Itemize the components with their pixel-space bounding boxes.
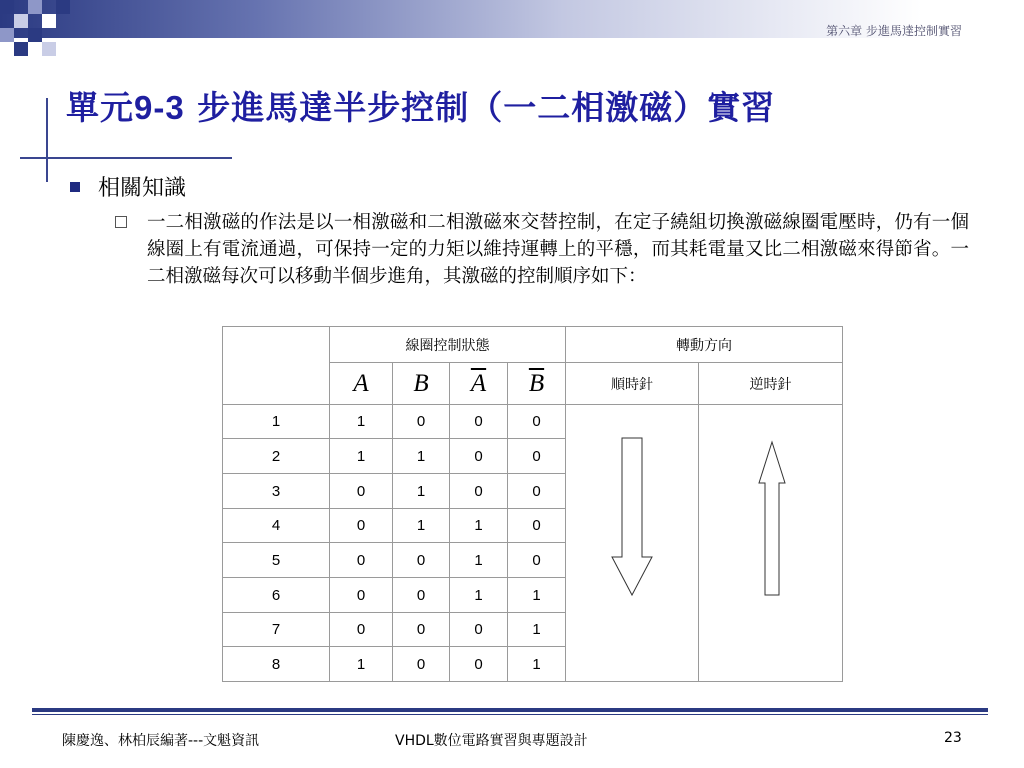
title-rest: 步進馬達半步控制（一二相激磁）實習: [184, 88, 776, 127]
footer-rule-thin: [32, 714, 988, 715]
var-header-a-bar: $\overline{A}$: [450, 363, 508, 405]
cw-header: 順時針: [566, 363, 699, 405]
table-cell: 1: [393, 439, 450, 474]
table-cell: 0: [393, 647, 450, 682]
deco-square: [14, 42, 28, 56]
table-cell: 0: [450, 439, 508, 474]
down-arrow-icon: [566, 405, 698, 677]
table-cell: 1: [450, 543, 508, 578]
deco-square: [42, 42, 56, 56]
bullet-level1-text: 相關知識: [98, 176, 187, 201]
table-cell: 0: [508, 509, 566, 543]
title-horizontal-rule: [20, 157, 232, 159]
deco-square: [28, 0, 42, 14]
ccw-header: 逆時針: [699, 363, 843, 405]
slide-title: [66, 82, 775, 129]
table-cell: 0: [330, 613, 393, 647]
table-cell: 1: [330, 439, 393, 474]
table-cell: 0: [450, 613, 508, 647]
table-cell: 7: [223, 613, 330, 647]
square-bullet-icon: [70, 182, 80, 192]
page-number: 23: [944, 730, 962, 746]
table-cell: 0: [393, 405, 450, 439]
table-cell: 0: [393, 578, 450, 613]
title-vertical-rule: [46, 98, 48, 182]
hollow-square-bullet-icon: [115, 216, 127, 228]
var-header-a: A: [330, 363, 393, 405]
table-cell: 5: [223, 543, 330, 578]
table-cell: 2: [223, 439, 330, 474]
title-number: 9-3: [134, 89, 185, 126]
table-cell: 1: [223, 405, 330, 439]
table-cell: 0: [508, 474, 566, 509]
cw-arrow-cell: [566, 405, 699, 682]
table-cell: 0: [330, 509, 393, 543]
deco-square: [42, 14, 56, 28]
table-cell: 1: [393, 509, 450, 543]
table-cell: 1: [508, 578, 566, 613]
table-cell: 0: [393, 613, 450, 647]
deco-square: [56, 0, 70, 14]
table-cell: 6: [223, 578, 330, 613]
section-header: 第六章 步進馬達控制實習: [826, 24, 962, 38]
table-cell: 1: [330, 405, 393, 439]
table-cell: 1: [508, 647, 566, 682]
table-cell: 1: [508, 613, 566, 647]
table-cell: 0: [450, 405, 508, 439]
up-arrow-icon: [699, 405, 842, 677]
table-cell: 0: [330, 474, 393, 509]
deco-square: [28, 28, 42, 42]
table-cell: 1: [450, 509, 508, 543]
empty-corner-cell: [223, 327, 330, 405]
direction-header: 轉動方向: [566, 327, 843, 363]
table-cell: 0: [393, 543, 450, 578]
footer-book-title: VHDL數位電路實習與專題設計: [395, 733, 588, 749]
table-cell: 8: [223, 647, 330, 682]
title-prefix: 單元: [66, 88, 134, 127]
table-cell: 0: [508, 543, 566, 578]
bullet-level2-text: 一二相激磁的作法是以一相激磁和二相激磁來交替控制，在定子繞組切換激磁線圈電壓時，仍有一個線圈上有電流通過，可保持一定的力矩以維持運轉上的平穩，而其耗電量又比二相激磁來得節省。一二相激磁每次可以移動半個步進角，其激磁的控制順序如下：: [147, 212, 969, 287]
excitation-table: [222, 326, 843, 682]
table-cell: 0: [508, 405, 566, 439]
deco-square: [0, 0, 14, 14]
coil-state-header: 線圈控制狀態: [330, 327, 566, 363]
var-header-b-bar: $\overline{B}$: [508, 363, 566, 405]
footer-rule-thick: [32, 708, 988, 712]
table-cell: 0: [508, 439, 566, 474]
ccw-arrow-cell: [699, 405, 843, 682]
table-cell: 4: [223, 509, 330, 543]
table-cell: 1: [393, 474, 450, 509]
table-cell: 0: [330, 578, 393, 613]
table-cell: 0: [450, 474, 508, 509]
table-cell: 1: [330, 647, 393, 682]
table-cell: 3: [223, 474, 330, 509]
footer-author: 陳慶逸、林柏辰編著---文魁資訊: [62, 733, 260, 749]
table-cell: 0: [450, 647, 508, 682]
table-cell: 0: [330, 543, 393, 578]
bullet-level1: [70, 171, 186, 202]
deco-square: [0, 28, 14, 42]
deco-square: [14, 14, 28, 28]
table-cell: 1: [450, 578, 508, 613]
var-header-b: B: [393, 363, 450, 405]
